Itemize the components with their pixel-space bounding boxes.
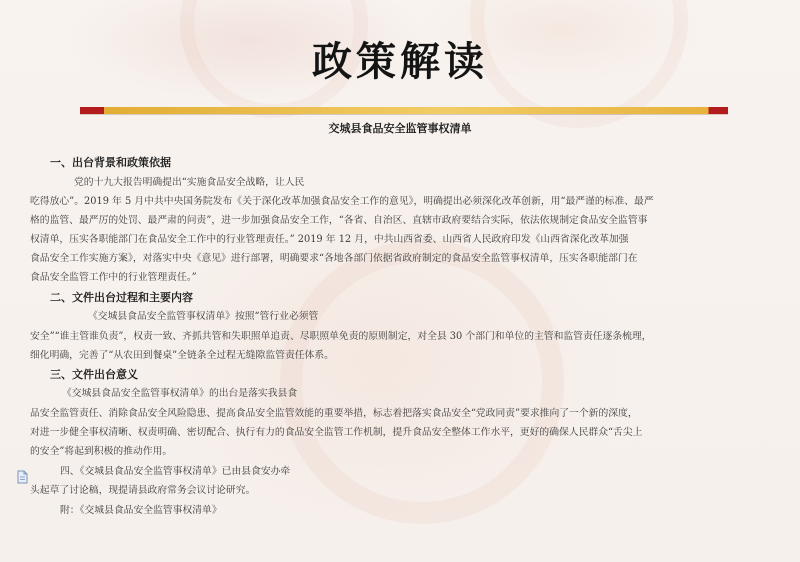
- paragraph-line: 《交城县食品安全监管事权清单》的出台是落实我县食: [62, 388, 298, 399]
- background-ornament: [280, 240, 564, 524]
- paragraph-line: 四、《交城县食品安全监管事权清单》已由县食安办牵: [60, 466, 291, 477]
- section-heading-significance: 三、文件出台意义: [50, 368, 138, 381]
- paragraph-line: 吃得放心”。2019 年 5 月中共中央国务院发布《关于深化改革加强食品安全工作的意见》，明确提出必须深化改革创新，用“最严谨的标准、最严: [30, 196, 654, 207]
- paragraph-line: 品安全监管责任、消除食品安全风险隐患、提高食品安全监管效能的重要举措，标志着把落实食品安全“党政同责”要求推向了一个新的深度，: [30, 408, 638, 419]
- paragraph-line: 《交城县食品安全监管事权清单》按照“管行业必须管: [88, 311, 319, 322]
- page-title: 政策解读: [312, 38, 488, 85]
- paragraph-line: 食品安全工作实施方案》，对落实中央《意见》进行部署，明确要求“各地各部门依据省政府制定的食品安全监管事权清单，压实各职能部门在: [30, 253, 638, 264]
- paragraph-line: 头起草了讨论稿，现提请县政府常务会议讨论研究。: [30, 485, 256, 496]
- paragraph-line: 细化明确，完善了“从农田到餐桌”全链条全过程无缝隙监管责任体系。: [30, 350, 334, 361]
- paragraph-line: 格的监管、最严厉的处罚、最严肃的问责”，进一步加强食品安全工作，“各省、自治区、直辖市政府要结合实际，依法依规制定食品安全监管事: [30, 215, 648, 226]
- paragraph-line: 对进一步健全事权清晰、权责明确、密切配合、执行有力的食品安全监管工作机制，提升食品安全整体工作水平，更好的确保人民群众“舌尖上: [30, 427, 643, 438]
- section-heading-background: 一、出台背景和政策依据: [50, 156, 171, 169]
- paragraph-line: 的安全”将起到积极的推动作用。: [30, 446, 173, 457]
- paragraph-line: 安全”“谁主管谁负责”，权责一致、齐抓共管和失职照单追责、尽职照单免责的原则制定，对全县 30 个部门和单位的主管和监管责任逐条梳理，: [30, 331, 652, 342]
- paragraph-line: 党的十九大报告明确提出“实施食品安全战略，让人民: [74, 177, 305, 188]
- paragraph-line: 权清单，压实各职能部门在食品安全工作中的行业管理责任。” 2019 年 12 月，中共山西省委、山西省人民政府印发《山西省深化改革加强: [30, 234, 629, 245]
- title-divider-bar: [80, 107, 728, 114]
- paragraph-line: 食品安全监管工作中的行业管理责任。”: [30, 272, 197, 283]
- attachment-line: 附：《交城县食品安全监管事权清单》: [60, 505, 222, 516]
- document-icon[interactable]: [17, 470, 28, 484]
- section-heading-content: 二、文件出台过程和主要内容: [50, 291, 193, 304]
- document-subtitle: 交城县食品安全监管事权清单: [328, 122, 472, 135]
